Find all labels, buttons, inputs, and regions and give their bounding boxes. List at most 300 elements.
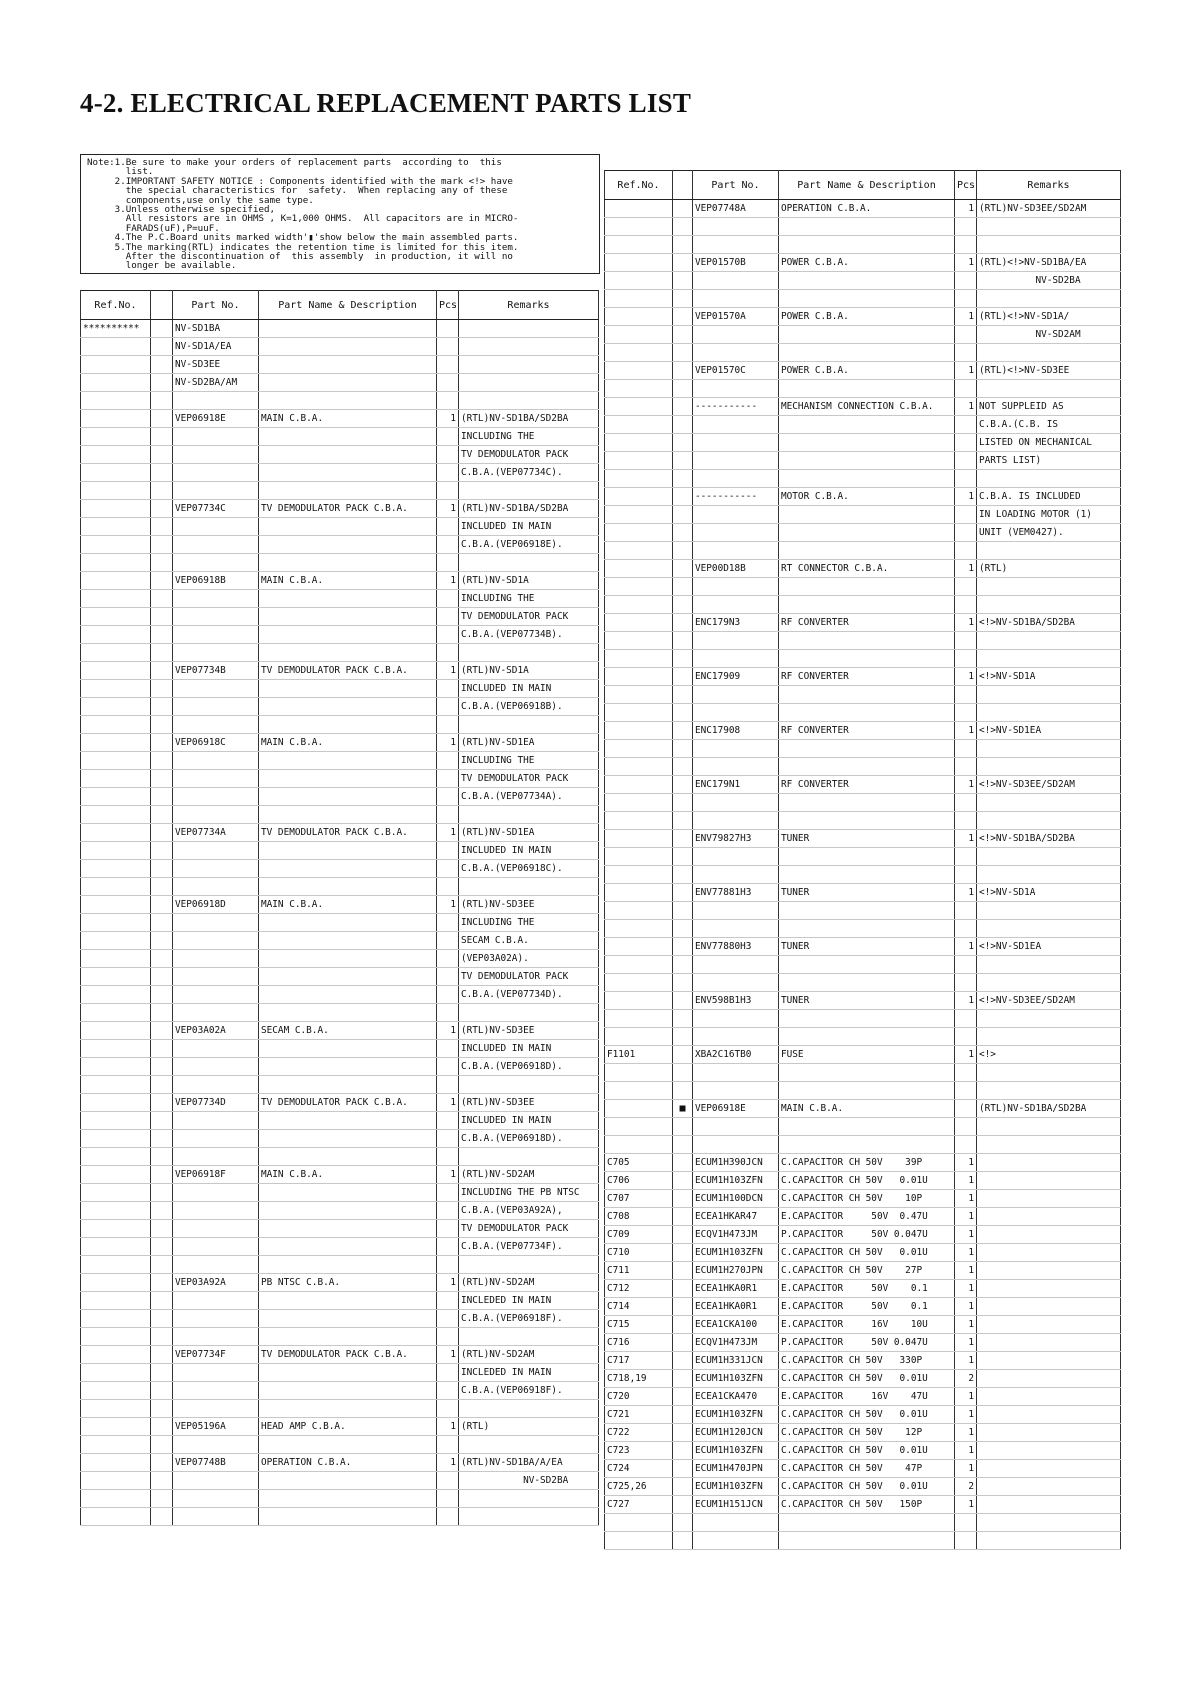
page-title: 4-2. ELECTRICAL REPLACEMENT PARTS LIST bbox=[80, 88, 692, 118]
description-cell bbox=[259, 1238, 437, 1256]
table-row bbox=[81, 536, 599, 554]
remarks-cell: INCLUDING THE bbox=[459, 428, 599, 446]
table-row bbox=[81, 392, 599, 410]
description-cell: POWER C.B.A. bbox=[779, 254, 955, 272]
description-cell bbox=[259, 1130, 437, 1148]
description-cell: E.CAPACITOR 50V 0.1 bbox=[779, 1298, 955, 1316]
remarks-cell bbox=[459, 392, 599, 410]
ref-no-cell bbox=[81, 1310, 151, 1328]
ref-no-cell bbox=[605, 830, 673, 848]
remarks-cell: INCLUDED IN MAIN bbox=[459, 518, 599, 536]
remarks-cell bbox=[977, 1388, 1121, 1406]
mark-cell bbox=[151, 662, 173, 680]
part-no-cell bbox=[173, 698, 259, 716]
table-row bbox=[605, 1082, 1121, 1100]
description-cell bbox=[779, 902, 955, 920]
col-pcs: Pcs bbox=[955, 171, 977, 200]
mark-cell bbox=[673, 506, 693, 524]
part-no-cell bbox=[173, 1382, 259, 1400]
pcs-cell: 1 bbox=[955, 1244, 977, 1262]
remarks-cell: C.B.A.(VEP06918F). bbox=[459, 1310, 599, 1328]
ref-no-cell: C722 bbox=[605, 1424, 673, 1442]
remarks-cell: SECAM C.B.A. bbox=[459, 932, 599, 950]
table-row bbox=[81, 500, 599, 518]
pcs-cell: 1 bbox=[437, 734, 459, 752]
description-cell: C.CAPACITOR CH 50V 0.01U bbox=[779, 1478, 955, 1496]
mark-cell bbox=[673, 704, 693, 722]
description-cell bbox=[259, 554, 437, 572]
description-cell bbox=[779, 434, 955, 452]
table-row bbox=[605, 1514, 1121, 1532]
remarks-cell bbox=[977, 218, 1121, 236]
ref-no-cell: C707 bbox=[605, 1190, 673, 1208]
part-no-cell bbox=[693, 596, 779, 614]
table-row bbox=[605, 452, 1121, 470]
part-no-cell: VEP06918B bbox=[173, 572, 259, 590]
remarks-cell bbox=[977, 1082, 1121, 1100]
ref-no-cell bbox=[81, 1508, 151, 1526]
mark-cell bbox=[151, 824, 173, 842]
ref-no-cell bbox=[81, 1472, 151, 1490]
description-cell: PB NTSC C.B.A. bbox=[259, 1274, 437, 1292]
part-no-cell bbox=[173, 518, 259, 536]
mark-cell bbox=[151, 1148, 173, 1166]
ref-no-cell: C724 bbox=[605, 1460, 673, 1478]
remarks-cell: INCLEDED IN MAIN bbox=[459, 1364, 599, 1382]
ref-no-cell: C717 bbox=[605, 1352, 673, 1370]
table-row bbox=[81, 1058, 599, 1076]
table-row bbox=[81, 1346, 599, 1364]
table-row bbox=[81, 1274, 599, 1292]
part-no-cell bbox=[693, 740, 779, 758]
remarks-cell bbox=[977, 380, 1121, 398]
part-no-cell bbox=[693, 506, 779, 524]
description-cell: MAIN C.B.A. bbox=[779, 1100, 955, 1118]
description-cell: RF CONVERTER bbox=[779, 668, 955, 686]
ref-no-cell bbox=[81, 1040, 151, 1058]
part-no-cell: ENV77881H3 bbox=[693, 884, 779, 902]
table-row bbox=[81, 932, 599, 950]
mark-cell bbox=[673, 848, 693, 866]
table-row bbox=[605, 1460, 1121, 1478]
remarks-cell bbox=[977, 902, 1121, 920]
table-row bbox=[605, 866, 1121, 884]
remarks-cell bbox=[977, 650, 1121, 668]
remarks-cell: C.B.A. IS INCLUDED bbox=[977, 488, 1121, 506]
description-cell: FUSE bbox=[779, 1046, 955, 1064]
mark-cell bbox=[151, 1130, 173, 1148]
table-row bbox=[81, 1148, 599, 1166]
part-no-cell bbox=[693, 344, 779, 362]
ref-no-cell bbox=[605, 308, 673, 326]
table-row bbox=[81, 770, 599, 788]
ref-no-cell: C716 bbox=[605, 1334, 673, 1352]
remarks-cell: C.B.A.(VEP07734B). bbox=[459, 626, 599, 644]
ref-no-cell bbox=[81, 1382, 151, 1400]
mark-cell bbox=[151, 1454, 173, 1472]
remarks-cell: <!>NV-SD3EE/SD2AM bbox=[977, 776, 1121, 794]
pcs-cell: 1 bbox=[955, 1424, 977, 1442]
description-cell bbox=[259, 1328, 437, 1346]
mark-cell bbox=[673, 596, 693, 614]
part-no-cell: VEP07748B bbox=[173, 1454, 259, 1472]
table-row bbox=[605, 1532, 1121, 1550]
ref-no-cell bbox=[81, 410, 151, 428]
remarks-cell: C.B.A.(VEP06918F). bbox=[459, 1382, 599, 1400]
pcs-cell bbox=[437, 1076, 459, 1094]
ref-no-cell bbox=[81, 1202, 151, 1220]
table-row bbox=[605, 1244, 1121, 1262]
parts-table-left-body bbox=[81, 320, 599, 1526]
table-row bbox=[605, 848, 1121, 866]
pcs-cell: 1 bbox=[955, 1406, 977, 1424]
pcs-cell: 2 bbox=[955, 1478, 977, 1496]
ref-no-cell bbox=[605, 1514, 673, 1532]
description-cell bbox=[259, 1256, 437, 1274]
table-row bbox=[605, 668, 1121, 686]
description-cell: C.CAPACITOR CH 50V 12P bbox=[779, 1424, 955, 1442]
description-cell bbox=[259, 590, 437, 608]
mark-cell bbox=[673, 686, 693, 704]
mark-cell bbox=[151, 968, 173, 986]
ref-no-cell bbox=[81, 680, 151, 698]
part-no-cell bbox=[173, 1184, 259, 1202]
remarks-cell: (RTL)NV-SD3EE bbox=[459, 1094, 599, 1112]
table-row bbox=[81, 1418, 599, 1436]
part-no-cell bbox=[693, 1118, 779, 1136]
pcs-cell bbox=[955, 632, 977, 650]
ref-no-cell bbox=[81, 1418, 151, 1436]
part-no-cell: XBA2C16TB0 bbox=[693, 1046, 779, 1064]
ref-no-cell bbox=[605, 236, 673, 254]
remarks-cell bbox=[459, 320, 599, 338]
ref-no-cell: C706 bbox=[605, 1172, 673, 1190]
ref-no-cell bbox=[605, 362, 673, 380]
pcs-cell: 1 bbox=[955, 308, 977, 326]
description-cell bbox=[259, 986, 437, 1004]
description-cell: C.CAPACITOR CH 50V 47P bbox=[779, 1460, 955, 1478]
mark-cell bbox=[673, 794, 693, 812]
remarks-cell: <!>NV-SD1A bbox=[977, 884, 1121, 902]
table-row bbox=[605, 758, 1121, 776]
mark-cell bbox=[151, 1418, 173, 1436]
description-cell: MAIN C.B.A. bbox=[259, 734, 437, 752]
remarks-cell: <!>NV-SD1BA/SD2BA bbox=[977, 830, 1121, 848]
ref-no-cell bbox=[81, 1436, 151, 1454]
description-cell: TV DEMODULATOR PACK C.B.A. bbox=[259, 1346, 437, 1364]
part-no-cell: ECQV1H473JM bbox=[693, 1334, 779, 1352]
remarks-cell: (RTL)NV-SD2AM bbox=[459, 1346, 599, 1364]
mark-cell bbox=[673, 1190, 693, 1208]
ref-no-cell bbox=[81, 1220, 151, 1238]
pcs-cell bbox=[955, 578, 977, 596]
part-no-cell bbox=[693, 758, 779, 776]
description-cell: C.CAPACITOR CH 50V 27P bbox=[779, 1262, 955, 1280]
description-cell bbox=[259, 860, 437, 878]
part-no-cell bbox=[173, 590, 259, 608]
description-cell bbox=[259, 1004, 437, 1022]
remarks-cell bbox=[977, 758, 1121, 776]
remarks-cell bbox=[459, 1400, 599, 1418]
description-cell bbox=[259, 806, 437, 824]
ref-no-cell bbox=[81, 716, 151, 734]
description-cell bbox=[259, 356, 437, 374]
table-row bbox=[81, 1076, 599, 1094]
pcs-cell bbox=[955, 740, 977, 758]
col-remarks: Remarks bbox=[459, 291, 599, 320]
description-cell: MECHANISM CONNECTION C.B.A. bbox=[779, 398, 955, 416]
ref-no-cell bbox=[605, 614, 673, 632]
mark-cell bbox=[151, 1166, 173, 1184]
remarks-cell: (RTL)NV-SD1A bbox=[459, 572, 599, 590]
remarks-cell bbox=[977, 1424, 1121, 1442]
pcs-cell bbox=[955, 848, 977, 866]
part-no-cell bbox=[173, 1400, 259, 1418]
part-no-cell: ECQV1H473JM bbox=[693, 1226, 779, 1244]
ref-no-cell bbox=[605, 524, 673, 542]
mark-cell bbox=[673, 1136, 693, 1154]
description-cell: OPERATION C.B.A. bbox=[779, 200, 955, 218]
ref-no-cell bbox=[81, 1112, 151, 1130]
ref-no-cell bbox=[81, 1346, 151, 1364]
mark-cell bbox=[151, 356, 173, 374]
note-line: After the discontinuation of this assembly in production, it will no bbox=[87, 251, 513, 263]
ref-no-cell bbox=[605, 740, 673, 758]
part-no-cell bbox=[693, 1064, 779, 1082]
description-cell bbox=[779, 290, 955, 308]
ref-no-cell bbox=[81, 986, 151, 1004]
ref-no-cell bbox=[81, 446, 151, 464]
description-cell: E.CAPACITOR 16V 47U bbox=[779, 1388, 955, 1406]
part-no-cell: VEP06918E bbox=[173, 410, 259, 428]
mark-cell bbox=[151, 860, 173, 878]
part-no-cell bbox=[173, 878, 259, 896]
remarks-cell: (RTL)NV-SD1BA/A/EA bbox=[459, 1454, 599, 1472]
remarks-cell: NOT SUPPLEID AS bbox=[977, 398, 1121, 416]
pcs-cell bbox=[437, 1400, 459, 1418]
description-cell: MOTOR C.B.A. bbox=[779, 488, 955, 506]
remarks-cell bbox=[459, 1436, 599, 1454]
description-cell: C.CAPACITOR CH 50V 150P bbox=[779, 1496, 955, 1514]
remarks-cell: C.B.A.(VEP06918D). bbox=[459, 1058, 599, 1076]
table-row bbox=[605, 1316, 1121, 1334]
description-cell: C.CAPACITOR CH 50V 0.01U bbox=[779, 1244, 955, 1262]
mark-cell bbox=[151, 788, 173, 806]
pcs-cell bbox=[955, 920, 977, 938]
table-row bbox=[605, 1172, 1121, 1190]
mark-cell bbox=[673, 1010, 693, 1028]
ref-no-cell bbox=[605, 272, 673, 290]
table-header bbox=[605, 171, 1121, 200]
table-row bbox=[81, 428, 599, 446]
table-row bbox=[605, 1334, 1121, 1352]
remarks-cell bbox=[977, 1028, 1121, 1046]
table-row bbox=[605, 1478, 1121, 1496]
part-no-cell: ENV79827H3 bbox=[693, 830, 779, 848]
remarks-cell bbox=[977, 1334, 1121, 1352]
pcs-cell: 1 bbox=[955, 938, 977, 956]
ref-no-cell bbox=[81, 932, 151, 950]
mark-cell bbox=[151, 1364, 173, 1382]
part-no-cell: ENV598B1H3 bbox=[693, 992, 779, 1010]
mark-cell bbox=[673, 722, 693, 740]
mark-cell bbox=[151, 1472, 173, 1490]
description-cell: MAIN C.B.A. bbox=[259, 572, 437, 590]
mark-cell bbox=[151, 806, 173, 824]
table-row bbox=[605, 200, 1121, 218]
note-line: the special characteristics for safety. When replacing any of these bbox=[87, 185, 508, 197]
ref-no-cell bbox=[81, 1328, 151, 1346]
ref-no-cell bbox=[605, 704, 673, 722]
description-cell bbox=[779, 812, 955, 830]
part-no-cell bbox=[693, 416, 779, 434]
description-cell bbox=[779, 236, 955, 254]
mark-cell bbox=[673, 1244, 693, 1262]
mark-cell bbox=[673, 416, 693, 434]
ref-no-cell: C720 bbox=[605, 1388, 673, 1406]
ref-no-cell bbox=[605, 506, 673, 524]
table-row bbox=[81, 608, 599, 626]
part-no-cell bbox=[173, 680, 259, 698]
description-cell bbox=[779, 1082, 955, 1100]
pcs-cell bbox=[955, 686, 977, 704]
table-row bbox=[81, 1238, 599, 1256]
mark-cell bbox=[151, 1022, 173, 1040]
part-no-cell bbox=[693, 524, 779, 542]
remarks-cell bbox=[459, 1256, 599, 1274]
pcs-cell: 1 bbox=[955, 668, 977, 686]
pcs-cell bbox=[437, 392, 459, 410]
mark-cell bbox=[151, 878, 173, 896]
mark-cell bbox=[673, 542, 693, 560]
pcs-cell: 1 bbox=[955, 884, 977, 902]
pcs-cell: 1 bbox=[955, 1208, 977, 1226]
table-row bbox=[81, 590, 599, 608]
ref-no-cell bbox=[81, 842, 151, 860]
table-row bbox=[81, 1454, 599, 1472]
remarks-cell: TV DEMODULATOR PACK bbox=[459, 1220, 599, 1238]
table-row bbox=[81, 752, 599, 770]
table-row bbox=[605, 470, 1121, 488]
ref-no-cell bbox=[605, 938, 673, 956]
mark-cell bbox=[673, 1352, 693, 1370]
ref-no-cell bbox=[605, 884, 673, 902]
table-row bbox=[605, 254, 1121, 272]
pcs-cell bbox=[955, 452, 977, 470]
mark-cell bbox=[673, 668, 693, 686]
pcs-cell: 1 bbox=[955, 1442, 977, 1460]
remarks-cell bbox=[977, 1190, 1121, 1208]
ref-no-cell bbox=[605, 1100, 673, 1118]
remarks-cell bbox=[977, 1118, 1121, 1136]
mark-cell bbox=[151, 896, 173, 914]
remarks-cell: TV DEMODULATOR PACK bbox=[459, 770, 599, 788]
part-no-cell bbox=[693, 920, 779, 938]
pcs-cell bbox=[955, 974, 977, 992]
pcs-cell bbox=[955, 1064, 977, 1082]
description-cell: C.CAPACITOR CH 50V 39P bbox=[779, 1154, 955, 1172]
description-cell bbox=[259, 482, 437, 500]
ref-no-cell bbox=[81, 734, 151, 752]
remarks-cell bbox=[977, 1298, 1121, 1316]
part-no-cell bbox=[173, 860, 259, 878]
table-row bbox=[605, 1190, 1121, 1208]
pcs-cell bbox=[437, 752, 459, 770]
part-no-cell bbox=[173, 770, 259, 788]
remarks-cell bbox=[977, 1064, 1121, 1082]
mark-cell bbox=[151, 1238, 173, 1256]
pcs-cell: 1 bbox=[955, 722, 977, 740]
table-row bbox=[81, 878, 599, 896]
pcs-cell: 1 bbox=[955, 1298, 977, 1316]
mark-cell bbox=[673, 776, 693, 794]
table-row bbox=[605, 362, 1121, 380]
pcs-cell bbox=[955, 1514, 977, 1532]
part-no-cell: ECUM1H103ZFN bbox=[693, 1442, 779, 1460]
ref-no-cell bbox=[81, 1274, 151, 1292]
table-row bbox=[81, 338, 599, 356]
part-no-cell bbox=[693, 1010, 779, 1028]
pcs-cell: 1 bbox=[955, 200, 977, 218]
description-cell: E.CAPACITOR 50V 0.1 bbox=[779, 1280, 955, 1298]
remarks-cell: (RTL)NV-SD3EE bbox=[459, 1022, 599, 1040]
part-no-cell: ECUM1H100DCN bbox=[693, 1190, 779, 1208]
mark-cell bbox=[673, 920, 693, 938]
mark-cell bbox=[151, 986, 173, 1004]
description-cell: TV DEMODULATOR PACK C.B.A. bbox=[259, 662, 437, 680]
ref-no-cell bbox=[605, 1532, 673, 1550]
part-no-cell: ECUM1H270JPN bbox=[693, 1262, 779, 1280]
part-no-cell: VEP07734B bbox=[173, 662, 259, 680]
description-cell: TV DEMODULATOR PACK C.B.A. bbox=[259, 824, 437, 842]
description-cell: MAIN C.B.A. bbox=[259, 410, 437, 428]
ref-no-cell bbox=[81, 860, 151, 878]
pcs-cell bbox=[955, 434, 977, 452]
description-cell bbox=[259, 518, 437, 536]
part-no-cell bbox=[693, 1028, 779, 1046]
table-row bbox=[81, 464, 599, 482]
part-no-cell bbox=[173, 752, 259, 770]
table-row bbox=[605, 524, 1121, 542]
mark-cell bbox=[151, 1436, 173, 1454]
remarks-cell bbox=[977, 1010, 1121, 1028]
mark-cell bbox=[151, 1220, 173, 1238]
part-no-cell: VEP06918C bbox=[173, 734, 259, 752]
remarks-cell bbox=[977, 1280, 1121, 1298]
description-cell: C.CAPACITOR CH 50V 330P bbox=[779, 1352, 955, 1370]
mark-cell bbox=[673, 524, 693, 542]
description-cell bbox=[259, 1220, 437, 1238]
ref-no-cell bbox=[605, 542, 673, 560]
ref-no-cell bbox=[81, 1094, 151, 1112]
mark-cell bbox=[673, 866, 693, 884]
col-ref-no: Ref.No. bbox=[605, 171, 673, 200]
description-cell bbox=[779, 542, 955, 560]
part-no-cell bbox=[173, 428, 259, 446]
description-cell bbox=[259, 878, 437, 896]
table-row bbox=[605, 1100, 1121, 1118]
pcs-cell bbox=[955, 650, 977, 668]
remarks-cell bbox=[977, 740, 1121, 758]
pcs-cell: 1 bbox=[437, 572, 459, 590]
ref-no-cell bbox=[605, 398, 673, 416]
ref-no-cell: C710 bbox=[605, 1244, 673, 1262]
mark-cell bbox=[673, 1118, 693, 1136]
ref-no-cell bbox=[81, 1454, 151, 1472]
remarks-cell bbox=[977, 1262, 1121, 1280]
description-cell bbox=[779, 974, 955, 992]
description-cell bbox=[779, 1136, 955, 1154]
